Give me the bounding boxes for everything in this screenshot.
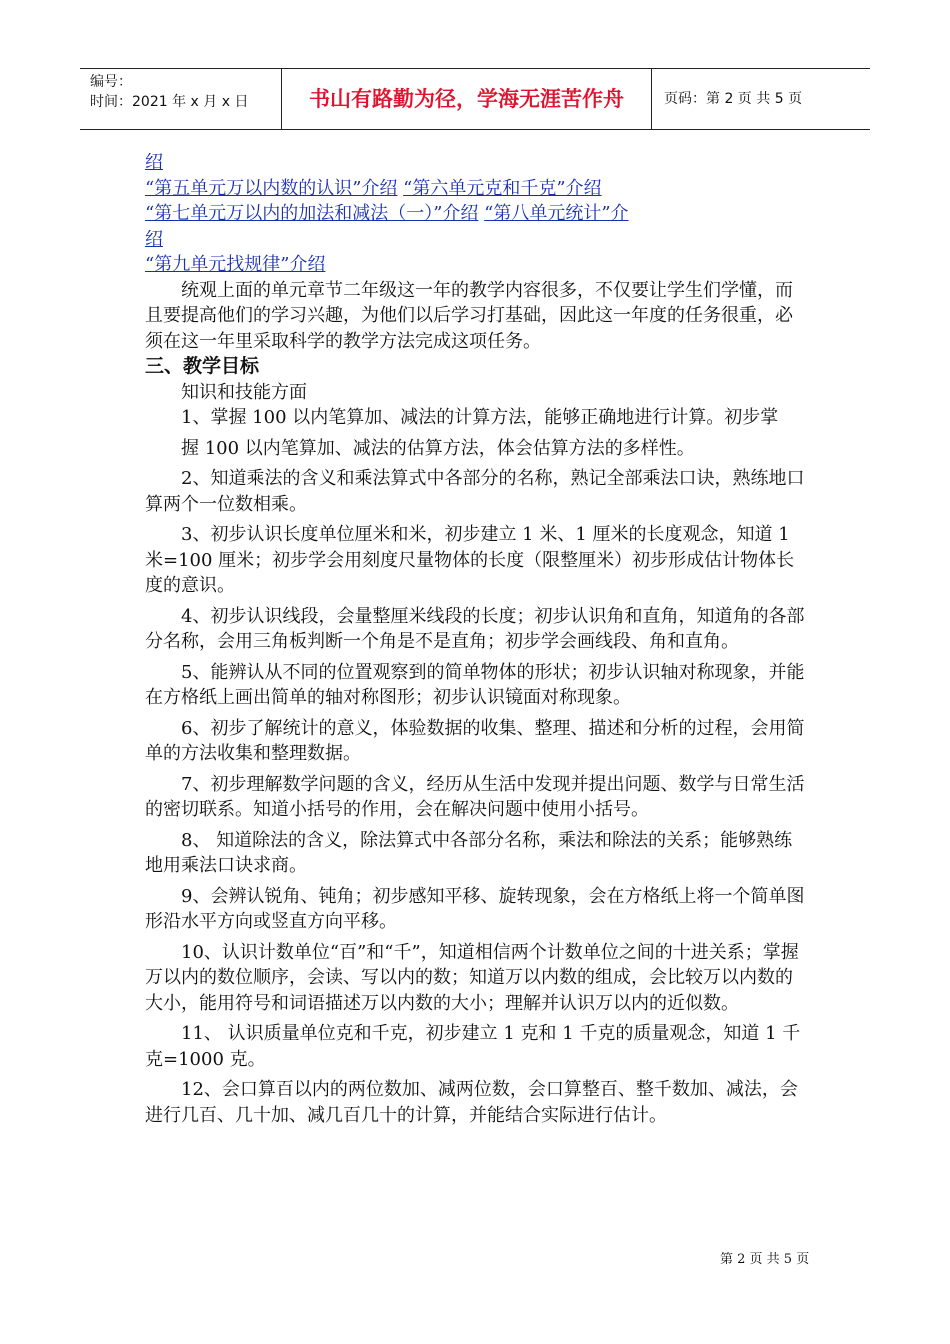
goal-paragraph: 11、 认识质量单位克和千克，初步建立 1 克和 1 千克的质量观念，知道 1 千克=1000 克。 (145, 1023, 801, 1070)
goal-paragraph: 6、初步了解统计的意义，体验数据的收集、整理、描述和分析的过程，会用简单的方法收集和整理数据。 (145, 717, 805, 764)
goal-paragraph: 4、初步认识线段，会量整厘米线段的长度；初步认识角和直角，知道角的各部分名称，会用三角板判断一个角是不是直角；初步学会画线段、角和直角。 (145, 605, 805, 652)
link-unit5[interactable]: “第五单元万以内数的认识”介绍 (145, 177, 398, 199)
page-header (80, 68, 870, 130)
page-footer: 第 2 页 共 5 页 (720, 1252, 810, 1267)
goal-paragraph-1a: 1、掌握 100 以内笔算加、减法的计算方法，能够正确地进行计算。初步掌 (181, 407, 779, 428)
goal-paragraph: 7、初步理解数学问题的含义，经历从生活中发现并提出问题、数学与日常生活的密切联系。知道小括号的作用，会在解决问题中使用小括号。 (145, 773, 805, 820)
header-page-label: 页码：第 2 页 共 5 页 (664, 91, 803, 107)
goal-paragraph: 12、会口算百以内的两位数加、减两位数，会口算整百、整千数加、减法，会进行几百、几十加、减几百几十的计算，并能结合实际进行估计。 (145, 1079, 798, 1126)
link-unit7[interactable]: “第七单元万以内的加法和减法（一）”介绍 (145, 203, 479, 224)
goal-paragraph: 9、会辨认锐角、钝角；初步感知平移、旋转现象，会在方格纸上将一个简单图形沿水平方向或竖直方向平移。 (145, 885, 805, 932)
section-title: 三、教学目标 (145, 355, 260, 377)
goal-paragraph: 2、知道乘法的含义和乘法算式中各部分的名称，熟记全部乘法口诀，熟练地口算两个一位数相乘。 (145, 468, 805, 515)
link-unit6[interactable]: “第六单元克和千克”介绍 (403, 177, 602, 199)
goal-paragraph: 3、初步认识长度单位厘米和米，初步建立 1 米、1 厘米的长度观念，知道 1 米=100 厘米；初步学会用刻度尺量物体的长度（限整厘米）初步形成估计物体长度的意识。 (145, 524, 795, 596)
header-motto: 书山有路勤为径，学海无涯苦作舟 (281, 69, 652, 129)
link-unit4-tail[interactable]: 绍 (145, 152, 163, 173)
goal-paragraph: 5、能辨认从不同的位置观察到的简单物体的形状；初步认识轴对称现象，并能在方格纸上画出简单的轴对称图形；初步认识镜面对称现象。 (145, 661, 805, 708)
link-unit8-tail[interactable]: 绍 (145, 228, 163, 250)
goal-paragraph-1b: 握 100 以内笔算加、减法的估算方法，体会估算方法的多样性。 (181, 437, 695, 459)
time-label: 时间：2021 年 x 月 x 日 (90, 94, 249, 110)
goal-paragraph: 8、 知道除法的含义，除法算式中各部分名称，乘法和除法的关系；能够熟练地用乘法口诀求商。 (145, 829, 793, 876)
goal-paragraph: 10、认识计数单位“百”和“千”，知道相信两个计数单位之间的十进关系；掌握万以内的数位顺序，会读、写以内的数；知道万以内数的组成，会比较万以内数的大小，能用符号和词语描述万以内数的大小；理解并认识万以内的近似数。 (145, 941, 799, 1014)
link-unit9[interactable]: “第九单元找规律”介绍 (145, 254, 326, 275)
link-unit8[interactable]: “第八单元统计”介 (484, 203, 629, 224)
document-body (145, 150, 810, 1128)
number-label: 编号： (90, 74, 132, 90)
header-meta (80, 69, 281, 129)
summary-paragraph: 统观上面的单元章节二年级这一年的教学内容很多，不仅要让学生们学懂，而且要提高他们的学习兴趣，为他们以后学习打基础，因此这一年度的任务很重，必须在这一年里采取科学的教学方法完成这项任务。 (145, 279, 793, 352)
subsection-title: 知识和技能方面 (181, 381, 307, 403)
